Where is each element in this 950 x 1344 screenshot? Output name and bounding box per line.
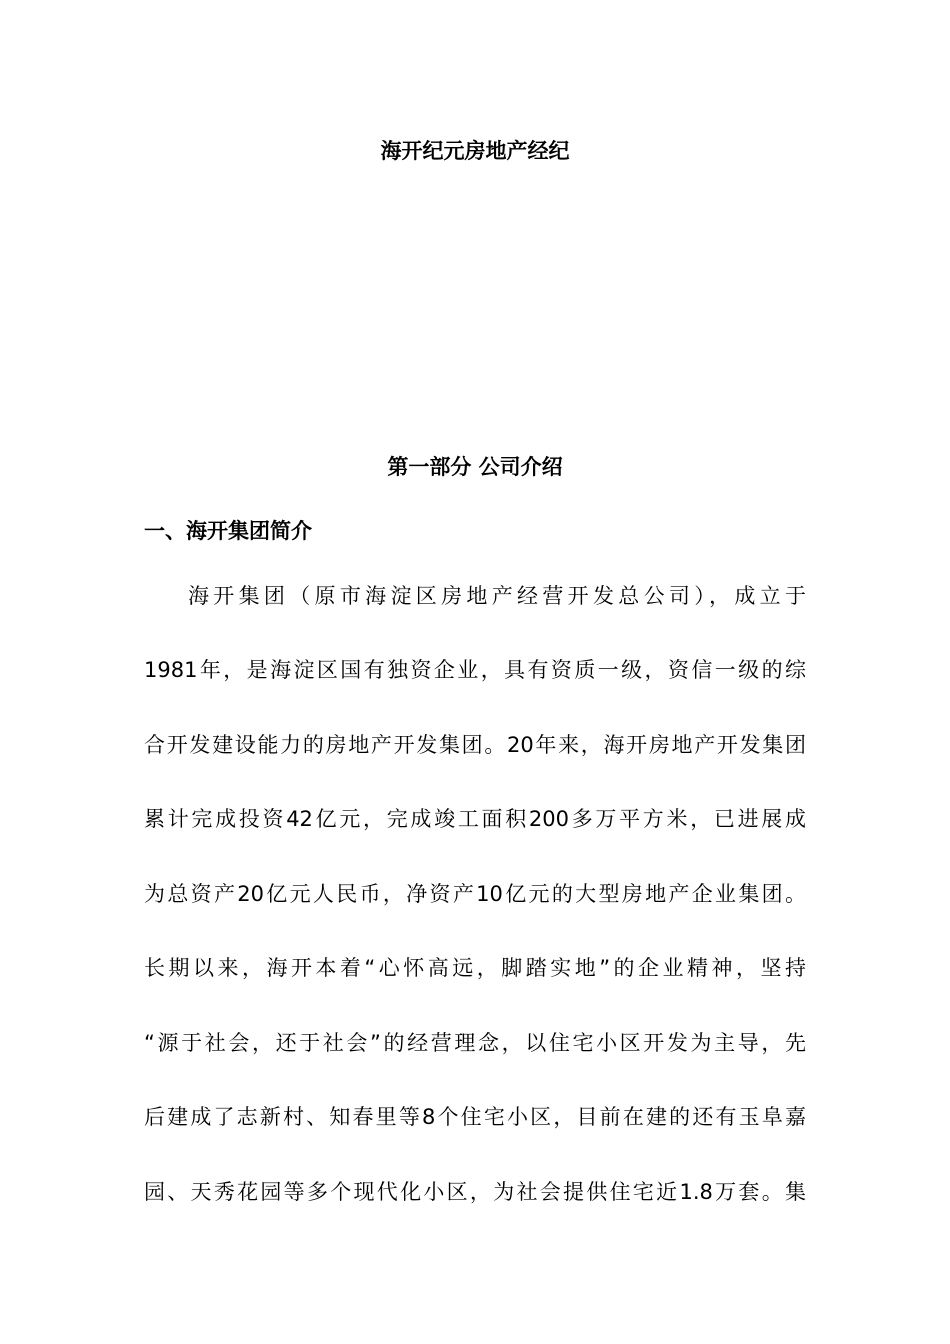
paragraph-line: 累计完成投资42亿元，完成竣工面积200多万平方米，已进展成 (144, 807, 806, 831)
paragraph-line: 合开发建设能力的房地产开发集团。20年来，海开房地产开发集团 (144, 733, 806, 757)
paragraph-line: 园、天秀花园等多个现代化小区，为社会提供住宅近1.8万套。集 (144, 1180, 806, 1204)
paragraph-line: “源于社会，还于社会”的经营理念，以住宅小区开发为主导，先 (144, 1031, 806, 1055)
paragraph-line: 为总资产20亿元人民币，净资产10亿元的大型房地产企业集团。 (144, 882, 806, 906)
section-heading: 一、海开集团简介 (144, 519, 312, 543)
paragraph-line: 后建成了志新村、知春里等8个住宅小区，目前在建的还有玉阜嘉 (144, 1105, 806, 1129)
paragraph-line: 海开集团（原市海淀区房地产经营开发总公司），成立于 (188, 584, 806, 608)
paragraph-line: 长期以来，海开本着“心怀高远，脚踏实地”的企业精神，坚持 (144, 956, 806, 980)
paragraph-line: 1981年，是海淀区国有独资企业，具有资质一级，资信一级的综 (144, 658, 806, 682)
document-title: 海开纪元房地产经纪 (380, 139, 570, 163)
part-title: 第一部分 公司介绍 (387, 455, 563, 479)
